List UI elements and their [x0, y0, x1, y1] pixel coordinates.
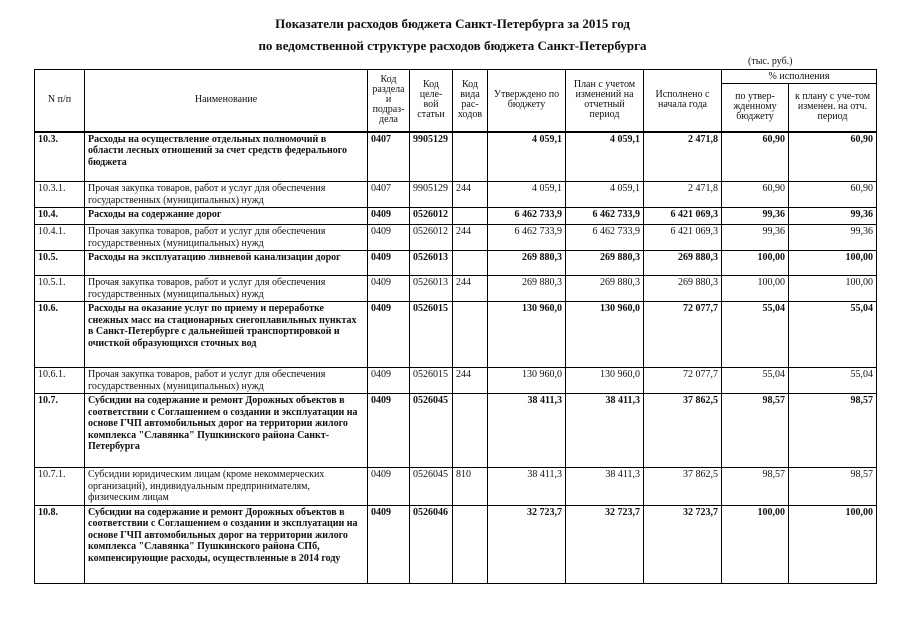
row-pct-plan: 55,04 [789, 302, 877, 368]
row-pct-plan: 99,36 [789, 225, 877, 251]
row-razdel-code: 0409 [368, 505, 410, 583]
row-plan: 6 462 733,9 [566, 225, 644, 251]
row-pct-budget: 98,57 [722, 468, 789, 506]
header-pct-budget: по утвер-жденному бюджету [722, 84, 789, 132]
row-approved: 269 880,3 [488, 276, 566, 302]
table-row [35, 468, 877, 506]
row-expense-type-code: 244 [453, 368, 488, 394]
row-number: 10.3.1. [35, 182, 85, 208]
row-pct-budget: 100,00 [722, 505, 789, 583]
table-row [35, 302, 877, 368]
row-name: Расходы на оказание услуг по приему и переработке снежных масс на стационарных снегоплавильных пунктах в Санкт-Петербурге с дальнейшей транспортировкой и очисткой образующихся сточных вод [85, 302, 368, 368]
row-razdel-code: 0409 [368, 394, 410, 468]
row-expense-type-code [453, 132, 488, 182]
row-executed: 72 077,7 [644, 302, 722, 368]
row-executed: 2 471,8 [644, 182, 722, 208]
row-expense-type-code [453, 208, 488, 225]
row-plan: 32 723,7 [566, 505, 644, 583]
row-name: Расходы на эксплуатацию ливневой канализации дорог [85, 251, 368, 276]
row-pct-budget: 60,90 [722, 132, 789, 182]
row-pct-plan: 100,00 [789, 276, 877, 302]
row-approved: 38 411,3 [488, 394, 566, 468]
table-row [35, 394, 877, 468]
row-expense-type-code [453, 394, 488, 468]
row-number: 10.6. [35, 302, 85, 368]
header-percent: % исполнения [722, 70, 877, 84]
row-executed: 72 077,7 [644, 368, 722, 394]
row-razdel-code: 0409 [368, 468, 410, 506]
row-approved: 4 059,1 [488, 182, 566, 208]
row-pct-plan: 60,90 [789, 132, 877, 182]
row-name: Прочая закупка товаров, работ и услуг для обеспечения государственных (муниципальных) нужд [85, 182, 368, 208]
row-number: 10.3. [35, 132, 85, 182]
row-target-article-code: 0526015 [410, 368, 453, 394]
row-razdel-code: 0409 [368, 208, 410, 225]
row-number: 10.5. [35, 251, 85, 276]
row-approved: 6 462 733,9 [488, 225, 566, 251]
row-plan: 130 960,0 [566, 302, 644, 368]
row-name: Субсидии на содержание и ремонт Дорожных объектов в соответствии с Соглашением о создании и эксплуатации на основе ГЧП автомобильных дорог на территории жилого комплекса "Славянка" Пушкинского района Санкт-Петербурга [85, 394, 368, 468]
row-approved: 4 059,1 [488, 132, 566, 182]
row-target-article-code: 0526013 [410, 276, 453, 302]
row-target-article-code: 0526013 [410, 251, 453, 276]
budget-table [34, 69, 877, 584]
row-number: 10.7.1. [35, 468, 85, 506]
row-executed: 2 471,8 [644, 132, 722, 182]
row-expense-type-code [453, 505, 488, 583]
row-pct-budget: 100,00 [722, 276, 789, 302]
row-pct-budget: 99,36 [722, 208, 789, 225]
row-name: Расходы на осуществление отдельных полномочий в области лесных отношений за счет средств федерального бюджета [85, 132, 368, 182]
row-pct-budget: 60,90 [722, 182, 789, 208]
row-pct-budget: 100,00 [722, 251, 789, 276]
table-row [35, 225, 877, 251]
row-target-article-code: 0526046 [410, 505, 453, 583]
row-approved: 32 723,7 [488, 505, 566, 583]
header-pct-plan: к плану с уче-том изменен. на отч. период [789, 84, 877, 132]
row-plan: 269 880,3 [566, 276, 644, 302]
table-row [35, 276, 877, 302]
row-target-article-code: 0526045 [410, 394, 453, 468]
row-target-article-code: 0526012 [410, 208, 453, 225]
header-razdel: Код раздела и подраз-дела [368, 70, 410, 132]
row-razdel-code: 0409 [368, 302, 410, 368]
row-number: 10.4. [35, 208, 85, 225]
row-executed: 37 862,5 [644, 394, 722, 468]
header-plan: План с учетом изменений на отчетный период [566, 70, 644, 132]
row-approved: 269 880,3 [488, 251, 566, 276]
row-razdel-code: 0409 [368, 251, 410, 276]
row-approved: 38 411,3 [488, 468, 566, 506]
row-executed: 32 723,7 [644, 505, 722, 583]
row-executed: 6 421 069,3 [644, 225, 722, 251]
header-target-article: Код целе-вой статьи [410, 70, 453, 132]
row-expense-type-code [453, 251, 488, 276]
row-name: Расходы на содержание дорог [85, 208, 368, 225]
row-pct-plan: 100,00 [789, 505, 877, 583]
row-plan: 4 059,1 [566, 182, 644, 208]
table-row [35, 132, 877, 182]
row-expense-type-code: 244 [453, 225, 488, 251]
row-approved: 130 960,0 [488, 368, 566, 394]
row-pct-plan: 60,90 [789, 182, 877, 208]
header-name: Наименование [85, 70, 368, 132]
row-name: Прочая закупка товаров, работ и услуг для обеспечения государственных (муниципальных) нужд [85, 225, 368, 251]
row-pct-plan: 98,57 [789, 468, 877, 506]
row-pct-plan: 98,57 [789, 394, 877, 468]
units-note: (тыс. руб.) [748, 56, 793, 67]
row-number: 10.5.1. [35, 276, 85, 302]
table-row [35, 368, 877, 394]
row-pct-plan: 55,04 [789, 368, 877, 394]
row-plan: 269 880,3 [566, 251, 644, 276]
row-pct-plan: 100,00 [789, 251, 877, 276]
header-executed: Исполнено с начала года [644, 70, 722, 132]
row-executed: 269 880,3 [644, 276, 722, 302]
row-expense-type-code [453, 302, 488, 368]
row-expense-type-code: 244 [453, 276, 488, 302]
row-executed: 37 862,5 [644, 468, 722, 506]
row-plan: 38 411,3 [566, 468, 644, 506]
table-row [35, 251, 877, 276]
row-pct-budget: 55,04 [722, 368, 789, 394]
row-pct-plan: 99,36 [789, 208, 877, 225]
row-target-article-code: 0526015 [410, 302, 453, 368]
row-executed: 269 880,3 [644, 251, 722, 276]
row-pct-budget: 55,04 [722, 302, 789, 368]
row-name: Прочая закупка товаров, работ и услуг для обеспечения государственных (муниципальных) нужд [85, 368, 368, 394]
document-subtitle: по ведомственной структуре расходов бюджета Санкт-Петербурга [258, 38, 647, 53]
table-header [35, 70, 877, 132]
row-expense-type-code: 810 [453, 468, 488, 506]
row-expense-type-code: 244 [453, 182, 488, 208]
row-number: 10.6.1. [35, 368, 85, 394]
row-name: Прочая закупка товаров, работ и услуг для обеспечения государственных (муниципальных) нужд [85, 276, 368, 302]
row-razdel-code: 0409 [368, 225, 410, 251]
row-target-article-code: 9905129 [410, 182, 453, 208]
row-target-article-code: 0526045 [410, 468, 453, 506]
row-name: Субсидии юридическим лицам (кроме некоммерческих организаций), индивидуальным предпринимателям, физическим лицам [85, 468, 368, 506]
row-razdel-code: 0409 [368, 276, 410, 302]
document-title: Показатели расходов бюджета Санкт-Петербурга за 2015 год [275, 16, 630, 31]
row-approved: 130 960,0 [488, 302, 566, 368]
row-razdel-code: 0407 [368, 182, 410, 208]
row-number: 10.4.1. [35, 225, 85, 251]
table-row [35, 505, 877, 583]
header-num: N п/п [35, 70, 85, 132]
header-approved: Утверждено по бюджету [488, 70, 566, 132]
table-body [35, 132, 877, 584]
row-razdel-code: 0409 [368, 368, 410, 394]
table-row [35, 182, 877, 208]
table-row [35, 208, 877, 225]
row-pct-budget: 98,57 [722, 394, 789, 468]
row-target-article-code: 0526012 [410, 225, 453, 251]
row-razdel-code: 0407 [368, 132, 410, 182]
row-pct-budget: 99,36 [722, 225, 789, 251]
row-plan: 6 462 733,9 [566, 208, 644, 225]
row-number: 10.8. [35, 505, 85, 583]
row-name: Субсидии на содержание и ремонт Дорожных объектов в соответствии с Соглашением о создании и эксплуатации на основе ГЧП автомобильных дорог на территории жилого комплекса "Славянка" Пушкинского района СПб, компенсирующие расходы, осуществленные в 2014 году [85, 505, 368, 583]
row-executed: 6 421 069,3 [644, 208, 722, 225]
row-target-article-code: 9905129 [410, 132, 453, 182]
row-plan: 38 411,3 [566, 394, 644, 468]
header-expense-type: Код вида рас-ходов [453, 70, 488, 132]
row-number: 10.7. [35, 394, 85, 468]
row-plan: 130 960,0 [566, 368, 644, 394]
row-approved: 6 462 733,9 [488, 208, 566, 225]
row-plan: 4 059,1 [566, 132, 644, 182]
